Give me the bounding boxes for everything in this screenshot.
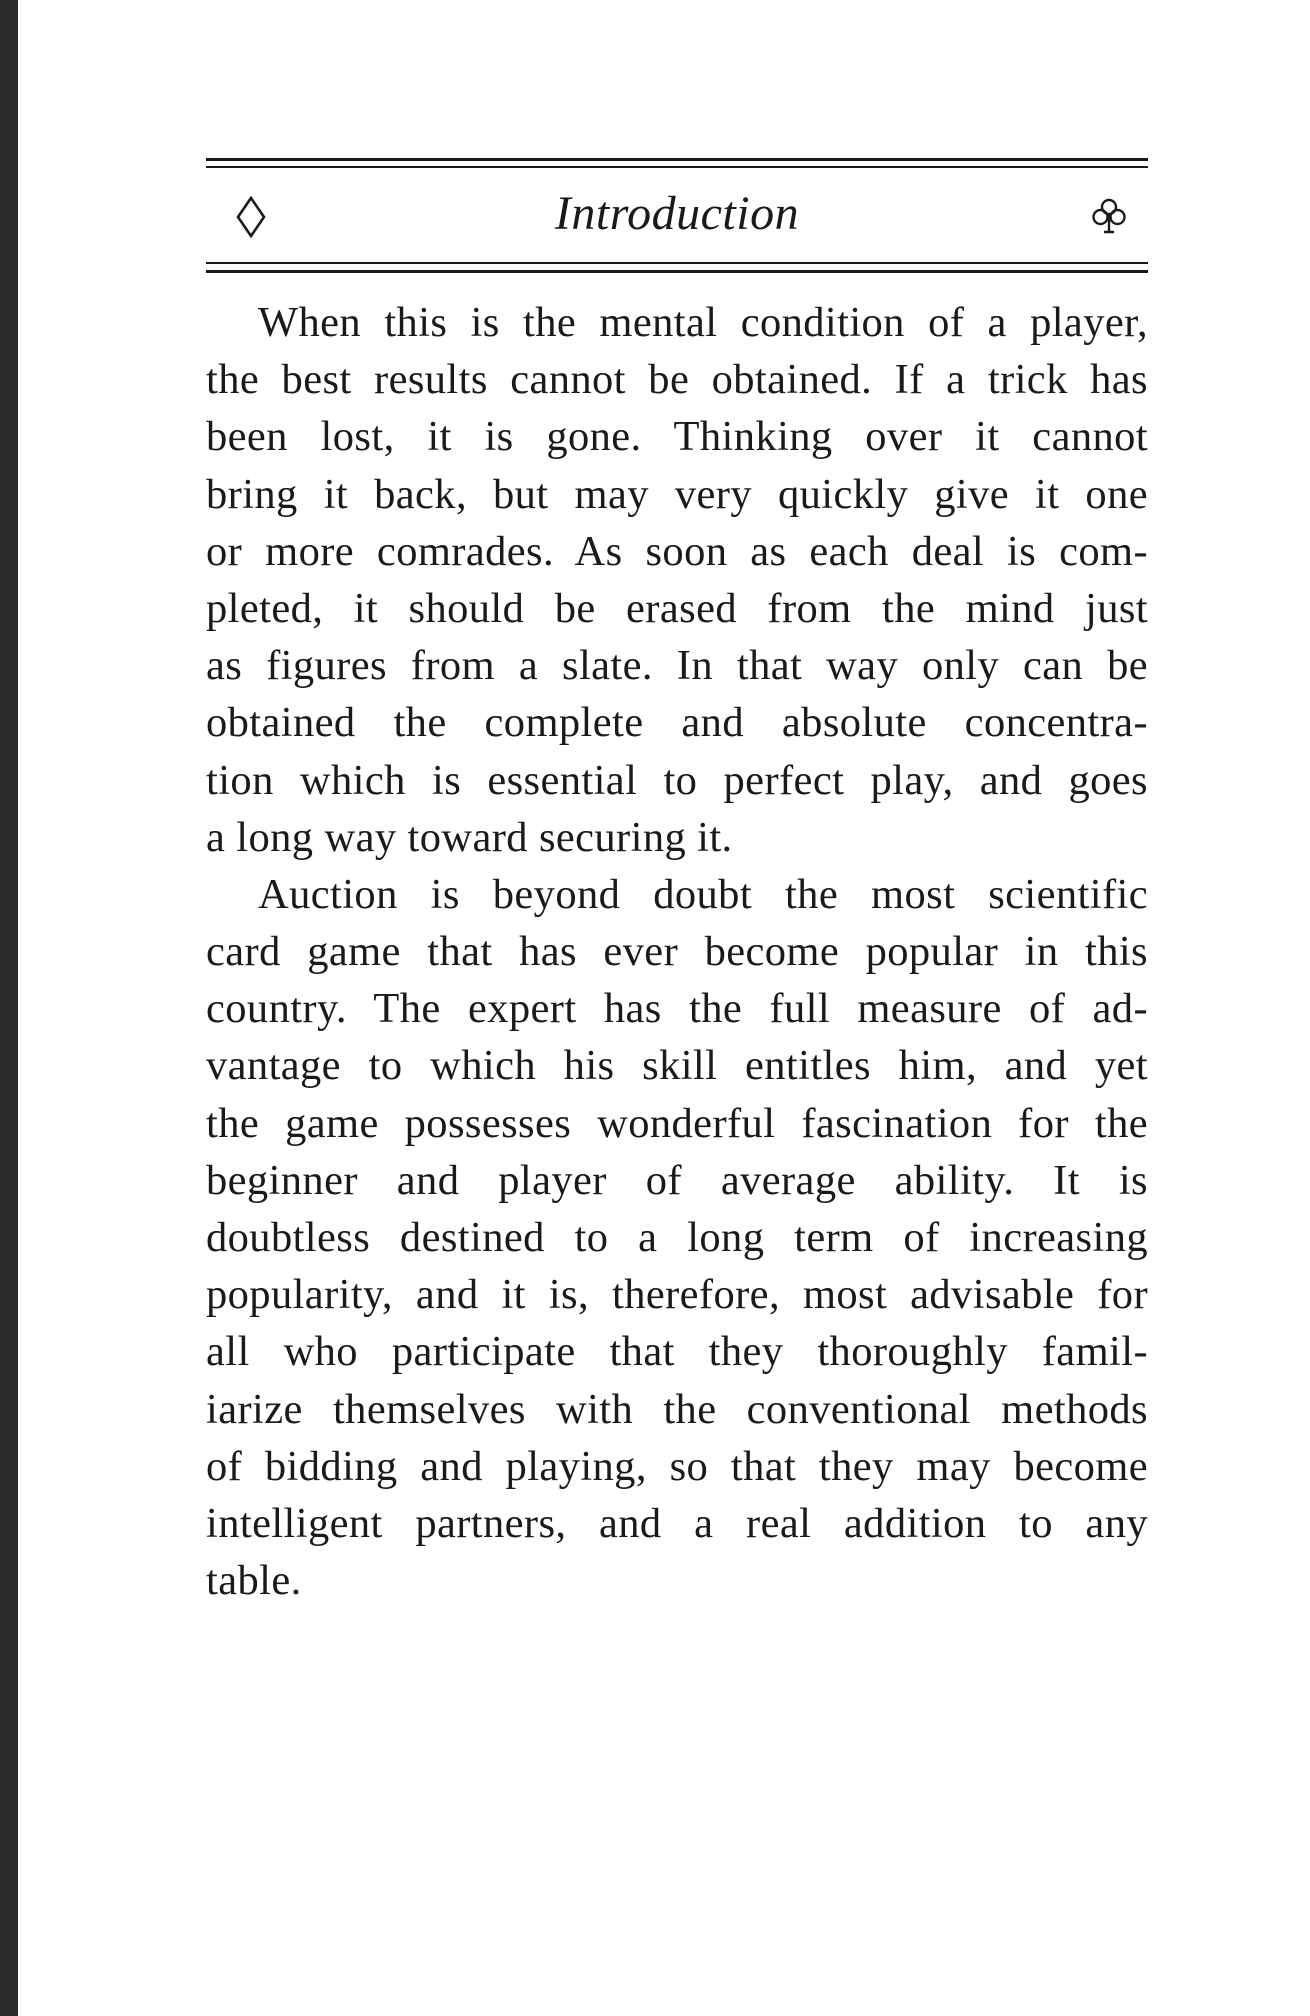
text-line: as figures from a slate. In that way only can be: [206, 642, 1148, 690]
page-edge-shadow: [0, 0, 18, 2016]
text-line: of bidding and playing, so that they may become: [206, 1442, 1148, 1490]
club-icon: [1092, 198, 1126, 234]
text-line: intelligent partners, and a real addition to any: [206, 1499, 1148, 1547]
text-line: vantage to which his skill entitles him, and yet: [206, 1042, 1148, 1090]
paragraph-1: [206, 294, 1148, 866]
text-line: obtained the complete and absolute concentra-: [206, 699, 1148, 747]
text-line: popularity, and it is, therefore, most advisable for: [206, 1271, 1148, 1319]
text-line: bring it back, but may very quickly give it one: [206, 470, 1148, 518]
text-line: card game that has ever become popular in this: [206, 928, 1148, 976]
text-line: all who participate that they thoroughly famil-: [206, 1328, 1148, 1376]
text-line: Auction is beyond doubt the most scientific: [258, 870, 1148, 918]
page-title: Introduction: [554, 187, 800, 240]
text-line: a long way toward securing it.: [206, 813, 733, 861]
paragraph-2: [206, 866, 1148, 1609]
text-line: the best results cannot be obtained. If a trick has: [206, 356, 1148, 404]
header-bottom-rule-1: [206, 262, 1148, 264]
text-line: pleted, it should be erased from the mind just: [206, 584, 1148, 632]
text-line: doubtless destined to a long term of increasing: [206, 1214, 1148, 1261]
text-line: table.: [206, 1557, 302, 1605]
header-top-rule-1: [206, 158, 1148, 161]
text-line: When this is the mental condition of a player,: [258, 299, 1148, 346]
text-line: country. The expert has the full measure of ad-: [206, 985, 1148, 1033]
body-text: [206, 294, 1148, 1609]
text-line: iarize themselves with the conventional methods: [206, 1385, 1148, 1433]
text-line: or more comrades. As soon as each deal is com-: [206, 527, 1148, 575]
header-top-rule-2: [206, 166, 1148, 168]
text-line: been lost, it is gone. Thinking over it cannot: [206, 413, 1148, 461]
text-line: beginner and player of average ability. It is: [206, 1156, 1148, 1204]
text-line: the game possesses wonderful fascination for the: [206, 1099, 1148, 1147]
text-line: tion which is essential to perfect play, and goes: [206, 756, 1148, 804]
header-bottom-rule-2: [206, 270, 1148, 273]
running-header: [206, 176, 1148, 256]
